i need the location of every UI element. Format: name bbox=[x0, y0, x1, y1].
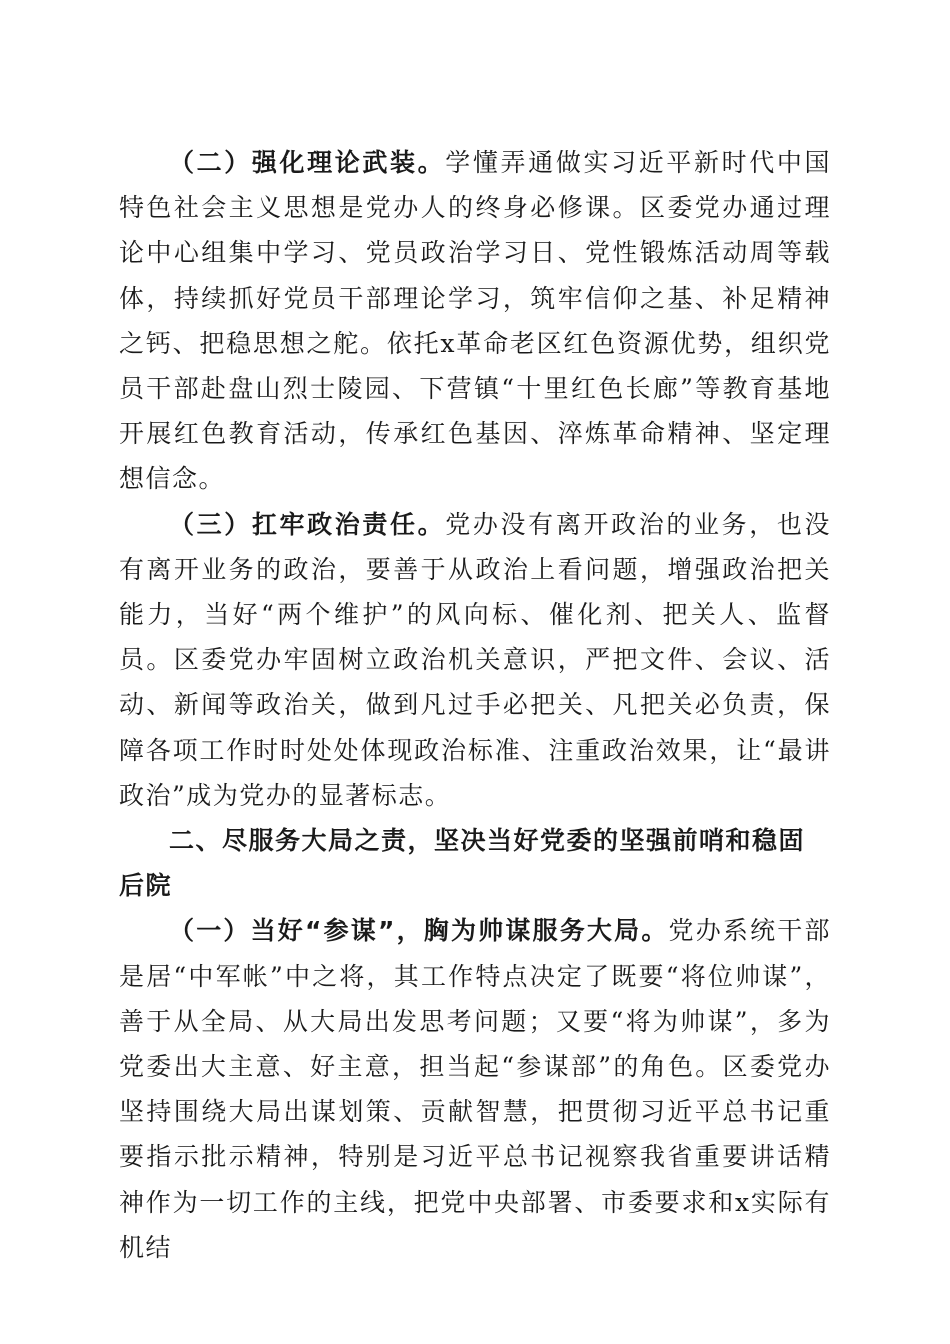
paragraph-be-advisor bbox=[119, 908, 831, 1270]
paragraph-political-responsibility bbox=[119, 502, 831, 818]
paragraph-lead: （一）当好“参谋”，胸为帅谋服务大局。 bbox=[169, 916, 669, 946]
section-heading: 二、尽服务大局之责，坚决当好党委的坚强前哨和稳固后院 bbox=[119, 826, 806, 901]
paragraph-strengthen-theory bbox=[119, 140, 831, 502]
paragraph-text: 学懂弄通做实习近平新时代中国特色社会主义思想是党办人的终身必修课。区委党办通过理论中心组集中学习、党员政治学习日、党性锻炼活动周等载体，持续抓好党员干部理论学习，筑牢信仰之基、补足精神之钙、把稳思想之舵。依托x革命老区红色资源优势，组织党员干部赴盘山烈士陵园、下营镇“十里红色长廊”等教育基地开展红色教育活动，传承红色基因、淬炼革命精神、坚定理想信念。 bbox=[119, 148, 831, 494]
paragraph-lead: （三）扛牢政治责任。 bbox=[169, 509, 446, 539]
paragraph-lead: （二）强化理论武装。 bbox=[169, 148, 446, 177]
document-body bbox=[119, 140, 831, 1270]
paragraph-text: 党办系统干部是居“中军帐”中之将，其工作特点决定了既要“将位帅谋”，善于从全局、从大局出发思考问题；又要“将为帅谋”，多为党委出大主意、好主意，担当起“参谋部”的角色。区委党办坚持围绕大局出谋划策、贡献智慧，把贯彻习近平总书记重要指示批示精神，特别是习近平总书记视察我省重要讲话精神作为一切工作的主线，把党中央部署、市委要求和x实际有机结 bbox=[119, 916, 831, 1262]
paragraph-text: 党办没有离开政治的业务，也没有离开业务的政治，要善于从政治上看问题，增强政治把关能力，当好“两个维护”的风向标、催化剂、把关人、监督员。区委党办牢固树立政治机关意识，严把文件、会议、活动、新闻等政治关，做到凡过手必把关、凡把关必负责，保障各项工作时时处处体现政治标准、注重政治效果，让“最讲政治”成为党办的显著标志。 bbox=[119, 509, 831, 810]
